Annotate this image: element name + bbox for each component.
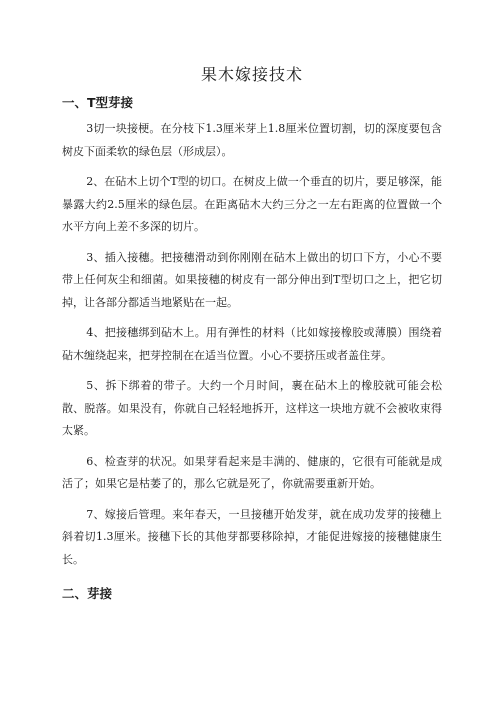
paragraph-step-6: 6、检查芽的状况。如果芽看起来是丰满的、健康的，它很有可能就是成活了；如果它是枯萎了的，那么它就是死了，你就需要重新开始。 — [62, 454, 442, 490]
paragraph-step-3: 3、插入接穗。把接穗滑动到你刚刚在砧木上做出的切口下方，小心不要带上任何灰尘和细菌。如果接穗的树皮有一部分伸出到T型切口之上，把它切掉，让各部分都适当地紧贴在一起。 — [62, 250, 442, 309]
paragraph-step-5: 5、拆下绑着的带子。大约一个月时间，裹在砧木上的橡胶就可能会松散、脱落。如果没有，你就自己轻轻地拆开，这样这一块地方就不会被收束得太紧。 — [62, 379, 442, 437]
section-heading-bud-grafting: 二、芽接 — [62, 586, 113, 601]
paragraph-step-1: 3切一块接梗。在分枝下1.3厘米芽上1.8厘米位置切割，切的深度要包含树皮下面柔软的绿色层（形成层）。 — [62, 122, 442, 158]
paragraph-step-7: 7、嫁接后管理。来年春天，一旦接穗开始发芽，就在成功发芽的接穗上斜着切1.3厘米。接穗下长的其他芽都要移除掉，才能促进嫁接的接穗健康生长。 — [62, 507, 442, 566]
paragraph-step-2: 2、在砧木上切个T型的切口。在树皮上做一个垂直的切片，要足够深，能暴露大约2.5厘米的绿色层。在距离砧木大约三分之一左右距离的位置做一个水平方向上差不多深的切片。 — [62, 175, 442, 233]
section-heading-t-bud-grafting: 一、T型芽接 — [62, 95, 134, 110]
document-title: 果木嫁接技术 — [200, 65, 303, 84]
paragraph-step-4: 4、把接穗绑到砧木上。用有弹性的材料（比如嫁接橡胶或薄膜）围绕着砧木缠绕起来，把芽控制在在适当位置。小心不要挤压或者盖住芽。 — [62, 326, 442, 362]
